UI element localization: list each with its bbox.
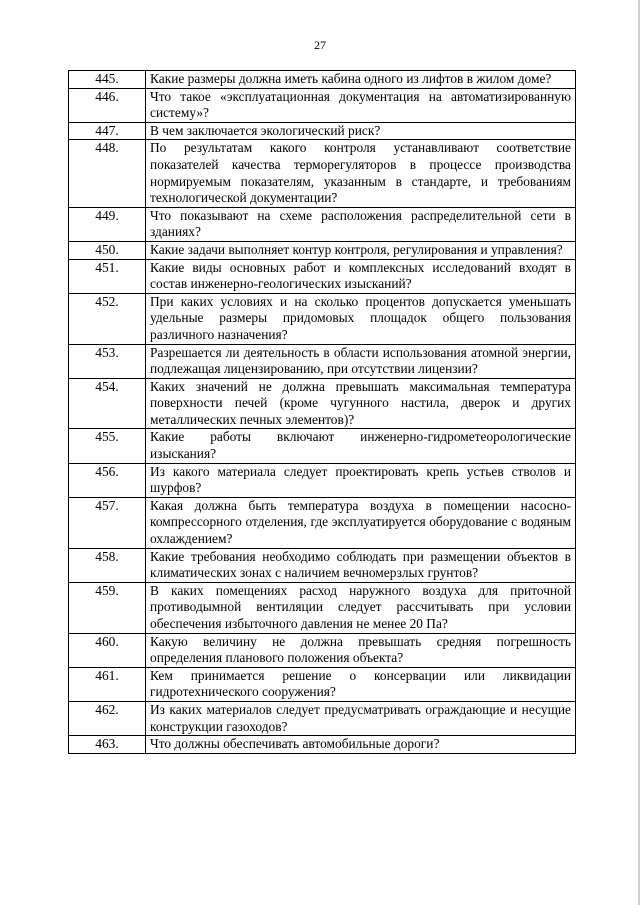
question-number: 447. [69,122,146,140]
table-row [69,736,576,754]
table-row [69,667,576,701]
question-text: Что должны обеспечивать автомобильные дороги? [146,736,576,754]
table-row [69,241,576,259]
table-row [69,207,576,241]
question-text: Какая должна быть температура воздуха в помещении насосно-компрессорного отделения, где эксплуатируется оборудование с водяным охлаждением? [146,497,576,548]
question-number: 458. [69,548,146,582]
questions-table [68,70,576,754]
question-number: 459. [69,582,146,633]
question-text: Из какого материала следует проектировать крепь устьев стволов и шурфов? [146,463,576,497]
question-number: 457. [69,497,146,548]
question-text: При каких условиях и на сколько процентов допускается уменьшать удельные размеры придомовых площадок общего пользования различного назначения? [146,293,576,344]
question-number: 460. [69,633,146,667]
question-text: Какие работы включают инженерно-гидрометеорологические изыскания? [146,429,576,463]
question-number: 462. [69,701,146,735]
question-text: Что показывают на схеме расположения распределительной сети в зданиях? [146,207,576,241]
table-row [69,701,576,735]
question-number: 446. [69,88,146,122]
question-number: 448. [69,140,146,207]
question-text: Кем принимается решение о консервации или ликвидации гидротехнического сооружения? [146,667,576,701]
question-number: 449. [69,207,146,241]
table-row [69,497,576,548]
question-text: Из каких материалов следует предусматривать ограждающие и несущие конструкции газоходов? [146,701,576,735]
question-text: Разрешается ли деятельность в области использования атомной энергии, подлежащая лицензированию, при отсутствии лицензии? [146,344,576,378]
question-text: В каких помещениях расход наружного воздуха для приточной противодымной вентиляции следует рассчитывать при условии обеспечения избыточного давления не менее 20 Па? [146,582,576,633]
table-row [69,582,576,633]
table-row [69,344,576,378]
question-number: 451. [69,259,146,293]
question-number: 453. [69,344,146,378]
question-text: В чем заключается экологический риск? [146,122,576,140]
question-text: Какие размеры должна иметь кабина одного из лифтов в жилом доме? [146,71,576,89]
table-row [69,429,576,463]
table-row [69,259,576,293]
question-number: 456. [69,463,146,497]
table-row [69,548,576,582]
question-text: Что такое «эксплуатационная документация на автоматизированную систему»? [146,88,576,122]
question-text: Какие виды основных работ и комплексных исследований входят в состав инженерно-геологических изысканий? [146,259,576,293]
table-row [69,88,576,122]
question-number: 454. [69,378,146,429]
question-text: Какие требования необходимо соблюдать при размещении объектов в климатических зонах с наличием вечномерзлых грунтов? [146,548,576,582]
question-number: 452. [69,293,146,344]
question-number: 445. [69,71,146,89]
question-number: 463. [69,736,146,754]
table-row [69,140,576,207]
question-number: 461. [69,667,146,701]
question-text: По результатам какого контроля устанавливают соответствие показателей качества терморегуляторов в процессе производства нормируемым показателям, указанным в стандарте, и требованиям технологической документации? [146,140,576,207]
question-text: Какую величину не должна превышать средняя погрешность определения планового положения объекта? [146,633,576,667]
question-text: Какие задачи выполняет контур контроля, регулирования и управления? [146,241,576,259]
table-row [69,71,576,89]
question-text: Каких значений не должна превышать максимальная температура поверхности печей (кроме чугунного настила, дверок и других металлических печных элементов)? [146,378,576,429]
table-row [69,463,576,497]
question-number: 450. [69,241,146,259]
table-row [69,378,576,429]
page-number: 27 [314,38,326,52]
table-row [69,633,576,667]
table-row [69,293,576,344]
question-number: 455. [69,429,146,463]
table-row [69,122,576,140]
